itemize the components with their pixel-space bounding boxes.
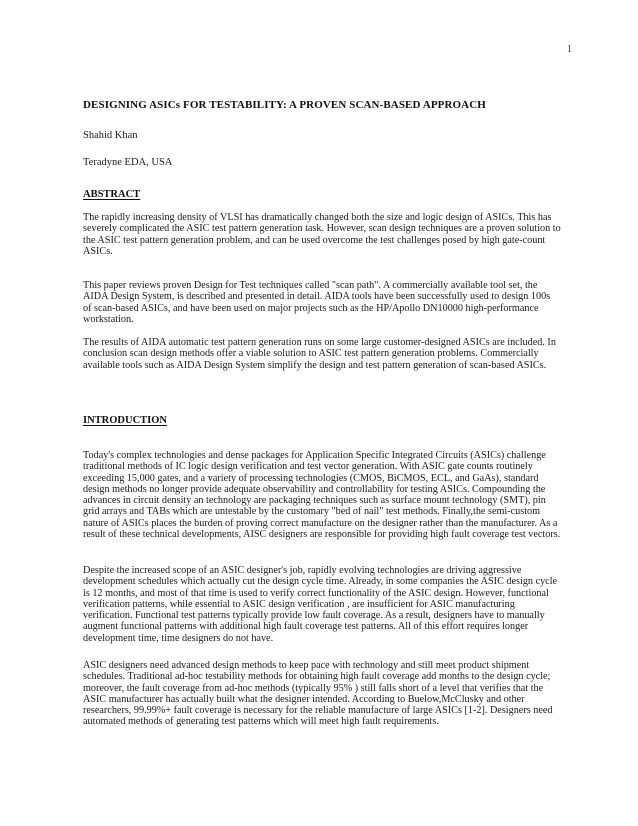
abstract-paragraph: This paper reviews proven Design for Test techniques called "scan path". A commercially available tool set, the AIDA Design System, is described and presented in detail. AIDA tools have been successfully used to design 100s of scan-based ASICs, and have been used on major projects such as the HP/Apollo DN10000 high-performance workstation. [83,280,551,325]
abstract-heading: ABSTRACT [83,189,141,200]
introduction-paragraph: Today's complex technologies and dense packages for Application Specific Integrated Circuits (ASICs) challenge traditional methods of IC logic design verification and test vector generation. With ASIC gate counts routinely exceeding 15,000 gates, and a variety of processing technologies (CMOS, BiCMOS, ECL, and GaAs), standard design methods no longer provide adequate observability and controllability for testing ASICs. Compounding the advances in circuit density an technology are packaging techniques such as surface mount technology (SMT), pin grid arrays and TABs which are untestable by the customary "bed of nail" test methods. Finally,the semi-custom nature of ASICs places the burden of proving correct manufacture on the designer rather than the manufacturer. As a result of these technical developments, AISC designers are responsible for providing high fault coverage test vectors. [83,450,561,541]
abstract-paragraph: The results of AIDA automatic test pattern generation runs on some large customer-designed ASICs are included. In conclusion scan design methods offer a viable solution to ASIC test pattern generation problems. Commercially available tools such as AIDA Design System simplify the design and test pattern generation of scan-based ASICs. [83,337,556,371]
paper-title: DESIGNING ASICs FOR TESTABILITY: A PROVEN SCAN-BASED APPROACH [83,99,486,111]
introduction-paragraph: Despite the increased scope of an ASIC designer's job, rapidly evolving technologies are driving aggressive development schedules which actually cut the design cycle time. Already, in some companies the ASIC design cycle is 12 months, and most of that time is used to verify correct functionality of the ASIC design. However, functional verification patterns, while essential to ASIC design verification , are insufficient for ASIC manufacturing verification. Functional test patterns typically provide low fault coverage. As a result, designers have to manually augment functional patterns with additional high fault coverage test patterns. All of this effort requires longer development time, time designers do not have. [83,565,558,644]
introduction-paragraph: ASIC designers need advanced design methods to keep pace with technology and still meet product shipment schedules. Traditional ad-hoc testability methods for obtaining high fault coverage add months to the design cycle; moreover, the fault coverage from ad-hoc methods (typically 95% ) still falls short of a level that verifies that the ASIC manufacturer has actually built what the designer intended. According to Buelow,McClusky and other researchers, 99.99%+ fault coverage is necessary for the reliable manufacture of large ASICs [1-2]. Designers need automated methods of generating test patterns which will meet high fault requirements. [83,660,553,728]
page-number: 1 [567,44,572,55]
abstract-paragraph: The rapidly increasing density of VLSI has dramatically changed both the size and logic design of ASICs. This has severely complicated the ASIC test pattern generation task. However, scan design techniques are a proven solution to the ASIC test pattern generation problem, and can be used overcome the test challenges posed by high gate-count ASICs. [83,212,561,257]
paper-affiliation: Teradyne EDA, USA [83,157,173,168]
paper-author: Shahid Khan [83,130,138,141]
introduction-heading: INTRODUCTION [83,415,168,426]
